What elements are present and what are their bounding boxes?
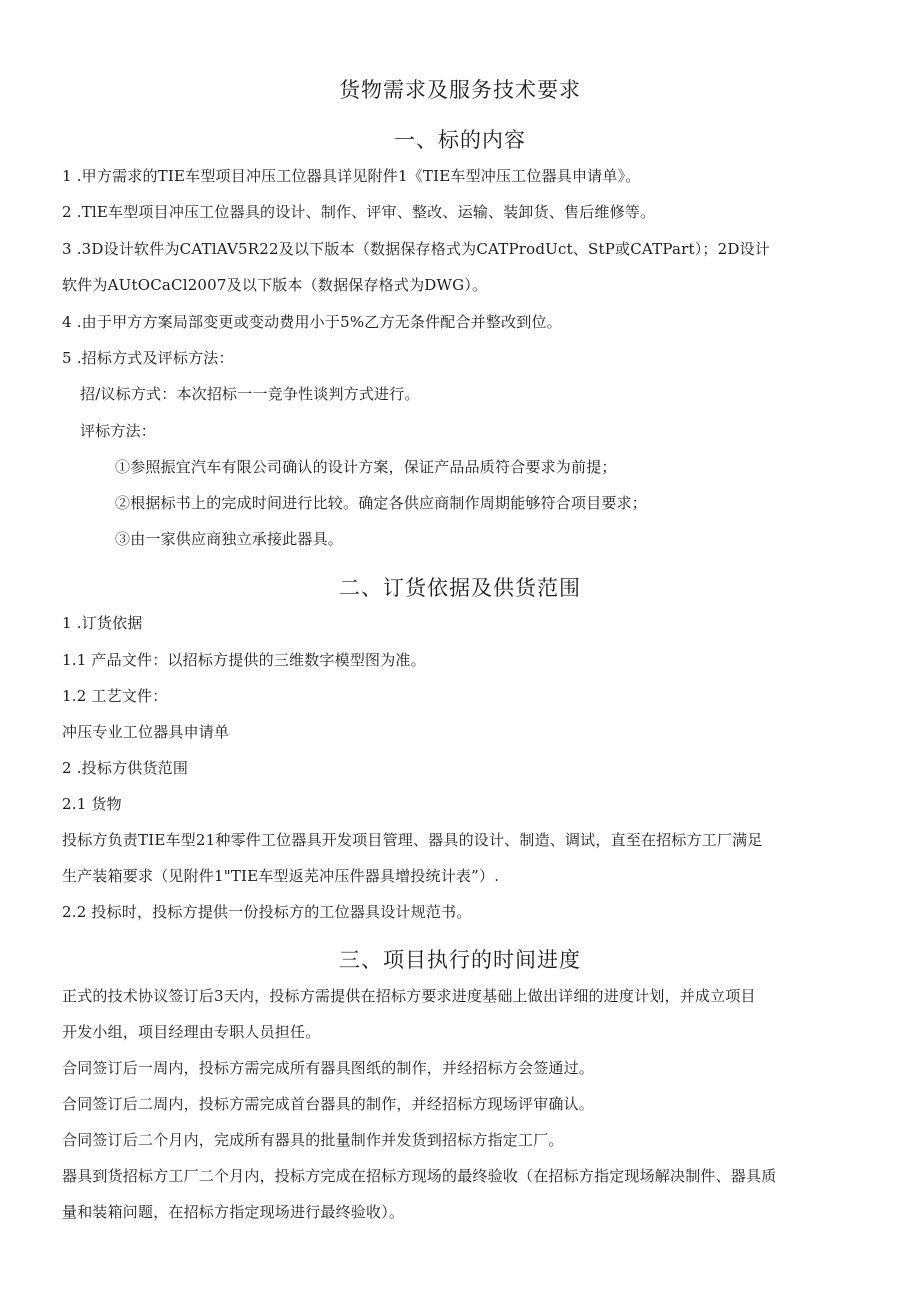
- paragraph-line: 3 .3D设计软件为CATlAV5R22及以下版本（数据保存格式为CATProdUct、StP或CATPart）；2D设计: [62, 240, 770, 258]
- list-item: ①参照振宜汽车有限公司确认的设计方案，保证产品品质符合要求为前提；: [115, 458, 617, 476]
- paragraph-line: 1 .订货依据: [62, 614, 143, 632]
- paragraph-line: 2 .TlE车型项目冲压工位器具的设计、制作、评审、整改、运输、装卸货、售后维修等。: [62, 203, 656, 221]
- paragraph-line: 软件为AUtOCaCl2007及以下版本（数据保存格式为DWG）。: [62, 276, 488, 294]
- paragraph-line: 5 .招标方式及评标方法：: [62, 349, 234, 367]
- paragraph-line: 合同签订后二个月内，完成所有器具的批量制作并发货到招标方指定工厂。: [62, 1131, 564, 1149]
- paragraph-line: 开发小组，项目经理由专职人员担任。: [62, 1023, 321, 1041]
- paragraph-line: 4 .由于甲方方案局部变更或变动费用小于5%乙方无条件配合并整改到位。: [62, 313, 562, 331]
- paragraph-line: 2.1 货物: [62, 795, 122, 813]
- section-heading-3: 三、项目执行的时间进度: [339, 948, 581, 972]
- document-title: 货物需求及服务技术要求: [339, 78, 581, 102]
- list-item: ②根据标书上的完成时间进行比较。确定各供应商制作周期能够符合项目要求；: [115, 494, 648, 512]
- paragraph-line: 招/议标方式：本次招标一一竞争性谈判方式进行。: [80, 385, 420, 403]
- paragraph-line: 正式的技术协议签订后3天内，投标方需提供在招标方要求进度基础上做出详细的进度计划，并成立项目: [62, 987, 756, 1005]
- section-heading-1: 一、标的内容: [394, 128, 526, 152]
- paragraph-line: 2 .投标方供货范围: [62, 759, 189, 777]
- section-heading-2: 二、订货依据及供货范围: [339, 576, 581, 600]
- paragraph-line: 器具到货招标方工厂二个月内，投标方完成在招标方现场的最终验收（在招标方指定现场解决制件、器具质: [62, 1167, 777, 1185]
- paragraph-line: 1.2 工艺文件：: [62, 687, 168, 705]
- paragraph-line: 合同签订后二周内，投标方需完成首台器具的制作，并经招标方现场评审确认。: [62, 1095, 595, 1113]
- paragraph-line: 生产装箱要求（见附件1"TIE车型返芜冲压件器具增投统计表”）.: [62, 867, 500, 885]
- list-item: ③由一家供应商独立承接此器具。: [115, 530, 344, 548]
- paragraph-line: 投标方负责TIE车型21种零件工位器具开发项目管理、器具的设计、制造、调试，直至在招标方工厂满足: [62, 831, 763, 849]
- paragraph-line: 评标方法：: [80, 422, 157, 440]
- paragraph-line: 量和装箱问题，在招标方指定现场进行最终验收）。: [62, 1203, 405, 1221]
- paragraph-line: 1.1 产品文件：以招标方提供的三维数字模型图为准。: [62, 651, 426, 669]
- paragraph-line: 冲压专业工位器具申请单: [62, 723, 230, 741]
- paragraph-line: 1 .甲方需求的TIE车型项目冲压工位器具详见附件1《TIE车型冲压工位器具申请单》。: [62, 167, 641, 185]
- paragraph-line: 2.2 投标时，投标方提供一份投标方的工位器具设计规范书。: [62, 903, 472, 921]
- paragraph-line: 合同签订后一周内，投标方需完成所有器具图纸的制作，并经招标方会签通过。: [62, 1059, 595, 1077]
